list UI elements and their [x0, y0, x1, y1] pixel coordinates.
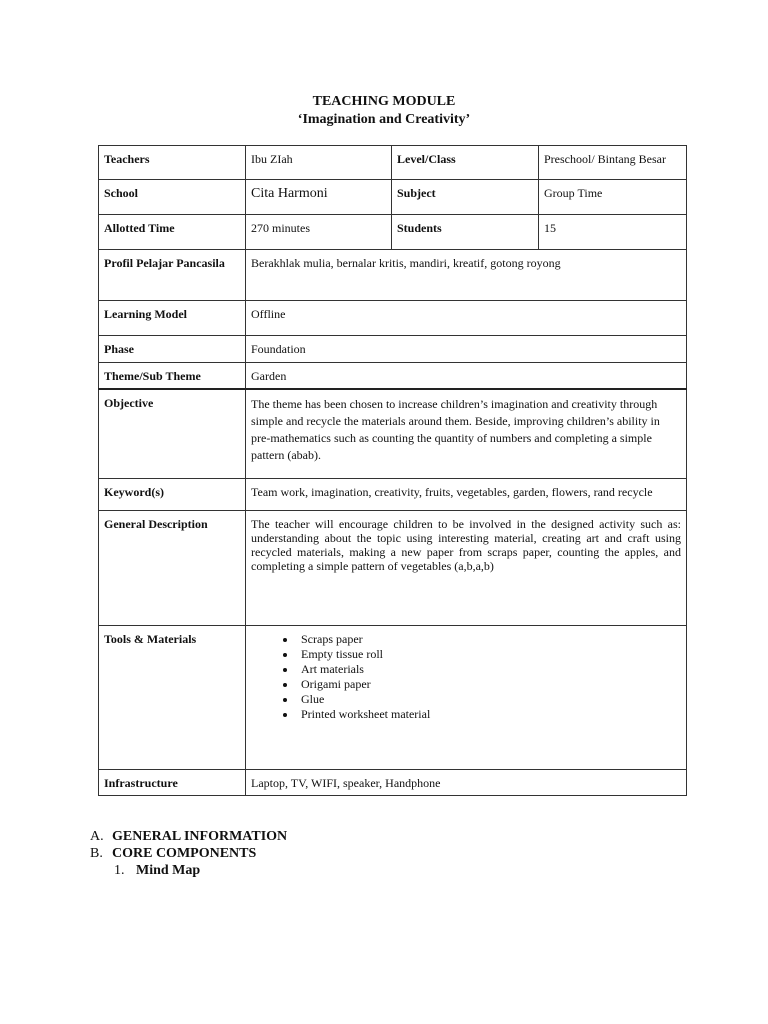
section-a — [90, 828, 287, 845]
infrastructure-value: Laptop, TV, WIFI, speaker, Handphone — [246, 769, 687, 795]
phase-value: Foundation — [246, 336, 687, 363]
list-item: • Printed worksheet material — [297, 707, 681, 722]
section-b1-number: 1. — [114, 863, 125, 878]
level-value: Preschool/ Bintang Besar — [539, 146, 687, 180]
document-title: TEACHING MODULE — [312, 94, 456, 109]
table-row — [99, 301, 687, 336]
tools-cell — [246, 625, 687, 769]
section-b-title: CORE COMPONENTS — [112, 846, 257, 861]
section-b1 — [114, 862, 287, 879]
students-label: Students — [392, 215, 539, 250]
school-label: School — [99, 180, 246, 215]
table-row — [99, 250, 687, 301]
objective-label: Objective — [99, 389, 246, 478]
theme-value: Garden — [246, 363, 687, 390]
table-row — [99, 510, 687, 625]
teachers-label: Teachers — [99, 146, 246, 180]
profil-value: Berakhlak mulia, bernalar kritis, mandiri, kreatif, gotong royong — [246, 250, 687, 301]
allotted-time-value: 270 minutes — [246, 215, 392, 250]
subject-value: Group Time — [539, 180, 687, 215]
theme-label: Theme/Sub Theme — [99, 363, 246, 390]
table-row — [99, 769, 687, 795]
section-b1-title: Mind Map — [136, 863, 201, 878]
module-info-table — [98, 145, 687, 796]
general-description-label: General Description — [99, 510, 246, 625]
learning-model-label: Learning Model — [99, 301, 246, 336]
table-row — [99, 625, 687, 769]
list-item: • Art materials — [297, 662, 681, 677]
school-value: Cita Harmoni — [246, 180, 392, 215]
table-row — [99, 146, 687, 180]
phase-label: Phase — [99, 336, 246, 363]
section-headings — [90, 828, 287, 879]
table-row — [99, 389, 687, 478]
list-item: • Empty tissue roll — [297, 647, 681, 662]
keywords-value: Team work, imagination, creativity, fruits, vegetables, garden, flowers, rand recycle — [246, 478, 687, 510]
table-row — [99, 180, 687, 215]
document-subtitle: ‘Imagination and Creativity’ — [297, 112, 471, 127]
list-item: • Origami paper — [297, 677, 681, 692]
keywords-label: Keyword(s) — [99, 478, 246, 510]
section-b — [90, 845, 287, 862]
level-label: Level/Class — [392, 146, 539, 180]
students-value: 15 — [539, 215, 687, 250]
subject-label: Subject — [392, 180, 539, 215]
tools-label: Tools & Materials — [99, 625, 246, 769]
teachers-value: Ibu ZIah — [246, 146, 392, 180]
table-row — [99, 478, 687, 510]
infrastructure-label: Infrastructure — [99, 769, 246, 795]
table-row — [99, 363, 687, 390]
tools-list — [251, 632, 681, 722]
section-a-title: GENERAL INFORMATION — [112, 829, 288, 844]
list-item: • Scraps paper — [297, 632, 681, 647]
learning-model-value: Offline — [246, 301, 687, 336]
objective-value: The theme has been chosen to increase children’s imagination and creativity through simple and recycle the materials around them. Beside, improving children’s ability in pre-mathematics such as counting the quantity of numbers and completing a simple pattern (abab). — [246, 389, 687, 478]
table-row — [99, 336, 687, 363]
allotted-time-label: Allotted Time — [99, 215, 246, 250]
table-row — [99, 215, 687, 250]
profil-label: Profil Pelajar Pancasila — [99, 250, 246, 301]
general-description-value: The teacher will encourage children to be involved in the designed activity such as: understanding about the topic using interesting material, creating art and craft using recycled materials, making a new paper from scraps paper, counting the apples, and completing a simple pattern of vegetables (a,b,a,b) — [246, 510, 687, 625]
list-item: • Glue — [297, 692, 681, 707]
section-b-letter: B. — [90, 846, 103, 861]
section-a-letter: A. — [90, 829, 104, 844]
